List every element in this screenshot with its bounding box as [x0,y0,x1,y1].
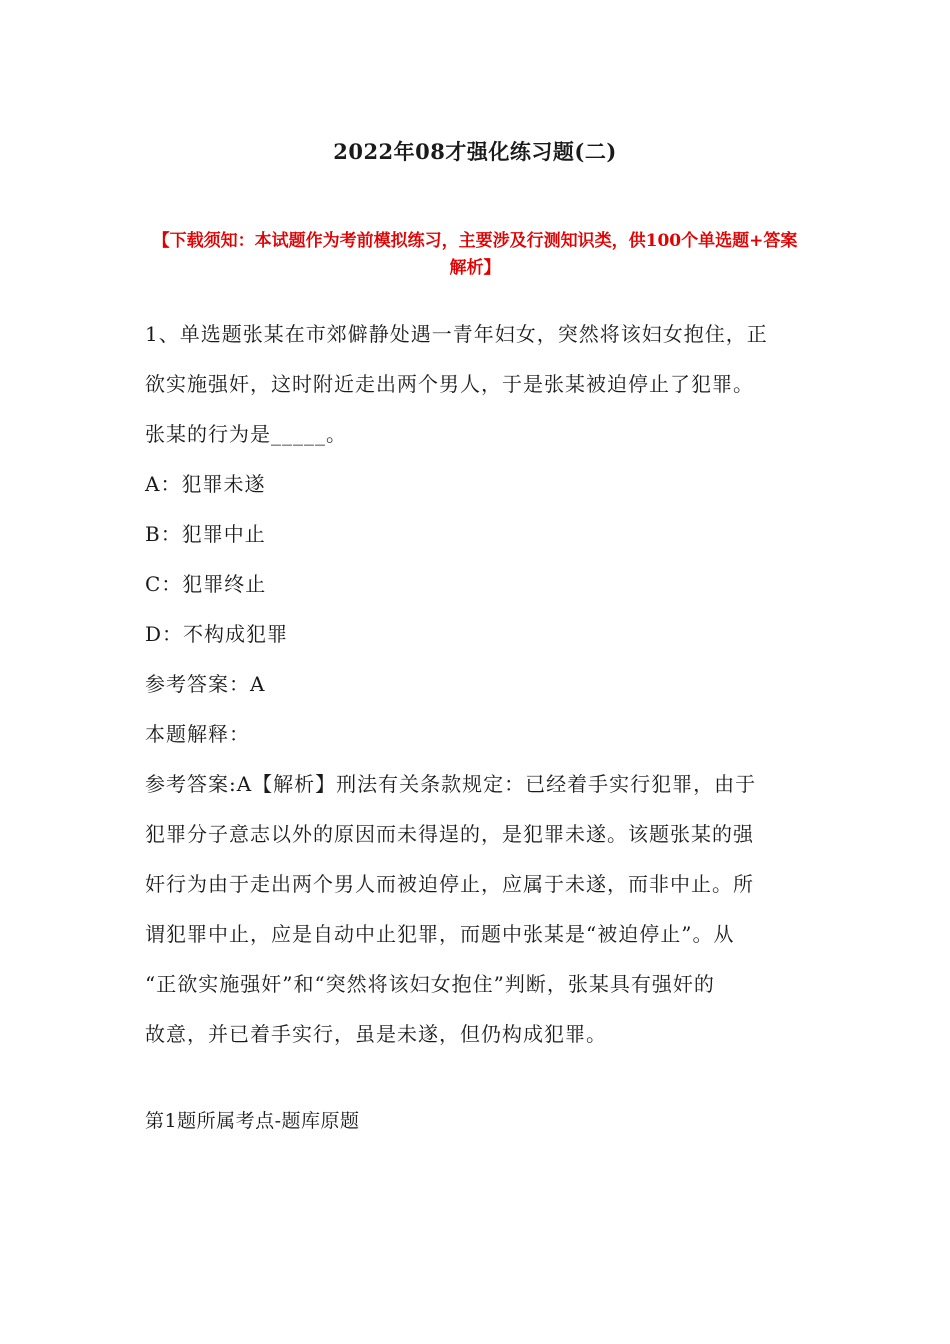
question-line: 1、单选题张某在市郊僻静处遇一青年妇女，突然将该妇女抱住，正 [145,322,768,346]
question-line: 欲实施强奸，这时附近走出两个男人，于是张某被迫停止了犯罪。 [145,372,754,396]
explanation-heading: 本题解释： [145,722,250,746]
option-a: A：犯罪未遂 [145,472,266,496]
explanation-line: “正欲实施强奸”和“突然将该妇女抱住”判断，张某具有强奸的 [145,972,715,996]
explanation-line: 奸行为由于走出两个男人而被迫停止，应属于未遂，而非中止。所 [145,872,754,896]
option-b: B：犯罪中止 [145,522,266,546]
answer-options [145,459,805,759]
explanation-line: 犯罪分子意志以外的原因而未得逞的，是犯罪未遂。该题张某的强 [145,822,754,846]
explanation-line: 故意，并已着手实行，虽是未遂，但仍构成犯罪。 [145,1022,607,1046]
question-stem [145,309,805,459]
option-c: C：犯罪终止 [145,572,267,596]
explanation-line: 参考答案:A【解析】刑法有关条款规定：已经着手实行犯罪，由于 [145,772,757,796]
reference-answer: 参考答案：A [145,672,266,696]
download-notice: 【下载须知：本试题作为考前模拟练习，主要涉及行测知识类，供100个单选题+答案解析】 [152,231,798,278]
question-category: 第1题所属考点-题库原题 [145,1110,360,1132]
question-line: 张某的行为是_____。 [145,422,347,446]
page-title: 2022年08才强化练习题(二) [333,139,617,164]
explanation [145,759,805,1059]
option-d: D：不构成犯罪 [145,622,289,646]
explanation-line: 谓犯罪中止，应是自动中止犯罪，而题中张某是“被迫停止”。从 [145,922,735,946]
